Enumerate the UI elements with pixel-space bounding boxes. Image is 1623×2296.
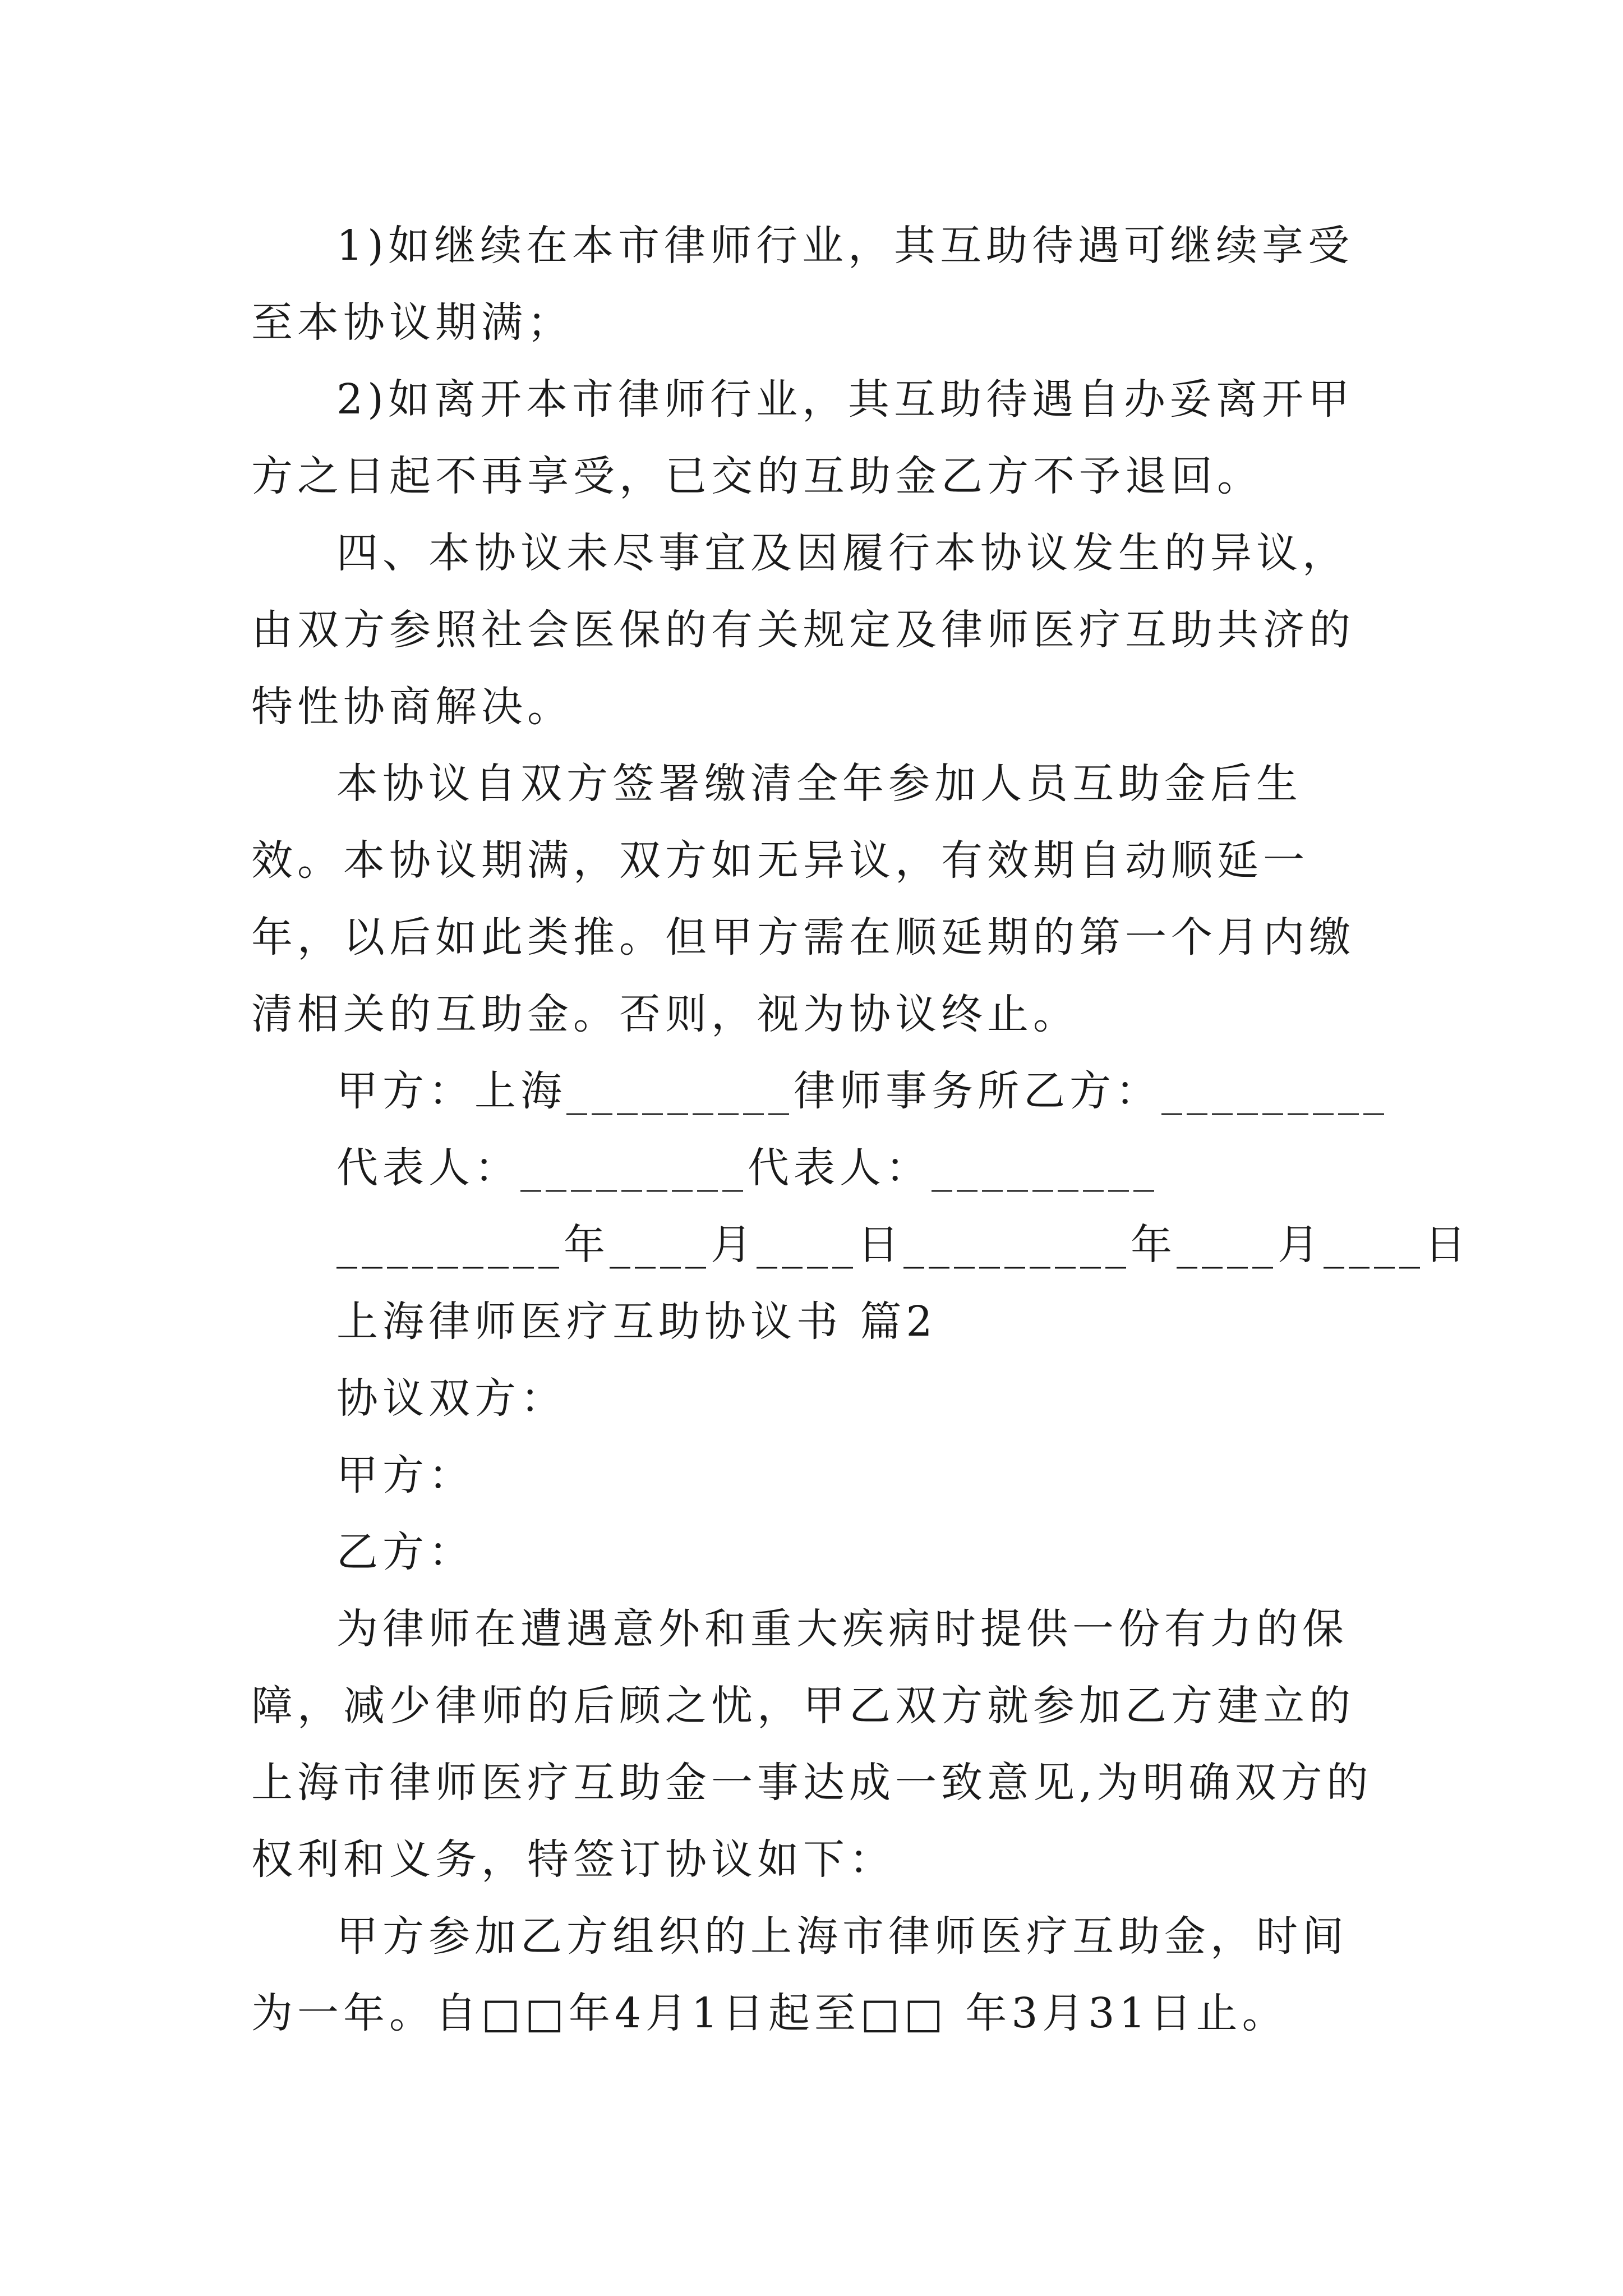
party-b-label: 乙方： [336, 1528, 474, 1576]
paragraph-purpose: 为律师在遭遇意外和重大疾病时提供一份有力的保障，减少律师的后顾之忧，甲乙双方就参加乙方建立的上海市律师医疗互助金一事达成一致意见,为明确双方的权利和义务，特签订协议如下： [251, 1605, 1373, 1884]
party-a-label: 甲方： [336, 1451, 474, 1499]
paragraph-1: 1)如继续在本市律师行业，其互助待遇可继续享受至本协议期满； [251, 222, 1354, 347]
paragraph-term: 甲方参加乙方组织的上海市律师医疗互助金，时间为一年。自□□年4月1日起至□□ 年3月31日止。 [251, 1912, 1348, 2037]
paragraph-2: 2)如离开本市律师行业，其互助待遇自办妥离开甲方之日起不再享受，已交的互助金乙方不予退回。 [251, 375, 1354, 500]
signature-representatives: 代表人：_________代表人：_________ [336, 1144, 1159, 1192]
parties-label: 协议双方： [336, 1374, 566, 1423]
paragraph-4: 本协议自双方签署缴清全年参加人员互助金后生效。本协议期满，双方如无异议，有效期自动顺延一年，以后如此类推。但甲方需在顺延期的第一个月内缴清相关的互助金。否则，视为协议终止。 [251, 760, 1355, 1038]
section-heading: 上海律师医疗互助协议书 篇2 [336, 1297, 937, 1346]
signature-dates: _________年____月____日_________年____月____日 [336, 1221, 1470, 1269]
paragraph-3: 四、本协议未尽事宜及因履行本协议发生的异议，由双方参照社会医保的有关规定及律师医疗互助共济的特性协商解决。 [251, 529, 1355, 731]
document-body [251, 208, 1470, 2052]
signature-parties: 甲方：上海_________律师事务所乙方：_________ [336, 1067, 1389, 1115]
